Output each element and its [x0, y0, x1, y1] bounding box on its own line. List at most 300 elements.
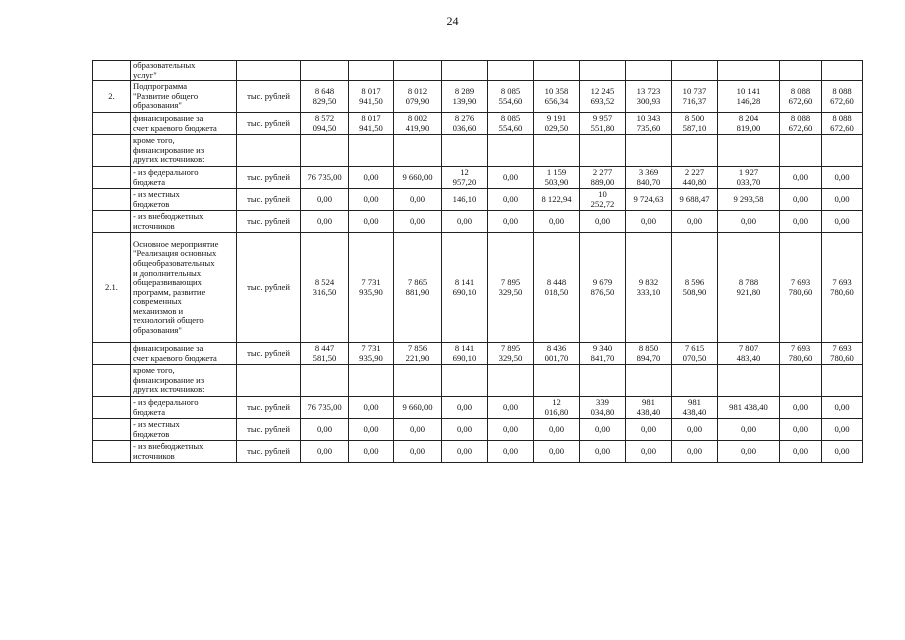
value-line: 9 724,63: [633, 193, 664, 204]
value-line: 7 895: [500, 277, 521, 288]
value-cell: [672, 135, 718, 167]
value-line: 094,50: [312, 122, 337, 133]
value-line: 13 723: [636, 86, 661, 97]
row-code-cell: [93, 441, 131, 463]
value-cell: [442, 211, 488, 233]
value-cell: [672, 343, 718, 365]
value-cell: [349, 167, 394, 189]
value-cell: [488, 189, 534, 211]
value-line: 001,70: [544, 352, 569, 363]
row-name-line: счет краевого бюджета: [133, 352, 217, 363]
value-cell: [394, 167, 442, 189]
table-row: [93, 167, 863, 189]
value-line: 690,10: [452, 286, 477, 297]
value-cell: [672, 233, 718, 343]
value-cell: [580, 167, 626, 189]
value-line: 0,00: [686, 445, 703, 456]
value-line: 9 679: [592, 277, 613, 288]
value-line: 440,80: [682, 176, 707, 187]
value-line: 7 693: [832, 343, 852, 354]
value-cell: [580, 189, 626, 211]
value-line: 0,00: [792, 193, 809, 204]
row-name-cell: [131, 81, 237, 113]
value-cell: [718, 365, 780, 397]
value-cell: [822, 113, 863, 135]
value-cell: [822, 397, 863, 419]
value-line: 8 788: [738, 277, 759, 288]
value-cell: [718, 135, 780, 167]
value-line: 672,60: [788, 95, 813, 106]
unit-cell: тыс. рублей: [237, 113, 301, 135]
row-name-line: счет краевого бюджета: [133, 122, 217, 133]
value-line: 8 276: [454, 113, 475, 124]
value-cell: [301, 419, 349, 441]
value-cell: [442, 419, 488, 441]
value-line: 0,00: [502, 423, 519, 434]
value-cell: [349, 419, 394, 441]
value-cell: [301, 233, 349, 343]
value-cell: [442, 397, 488, 419]
value-cell: [822, 135, 863, 167]
value-cell: [626, 233, 672, 343]
value-line: 7 865: [407, 277, 428, 288]
value-line: 10 141: [736, 86, 761, 97]
row-name-line: образования": [133, 325, 182, 336]
value-line: 9 688,47: [679, 193, 710, 204]
value-cell: [534, 113, 580, 135]
value-line: 0,00: [640, 423, 657, 434]
value-cell: [534, 211, 580, 233]
row-name-line: - из местных: [133, 189, 180, 200]
value-line: 780,60: [788, 352, 813, 363]
value-cell: [349, 397, 394, 419]
value-cell: [626, 343, 672, 365]
table-row: [93, 419, 863, 441]
value-cell: [301, 61, 349, 81]
value-line: 693,52: [590, 95, 615, 106]
row-code-cell: [93, 211, 131, 233]
value-cell: [442, 189, 488, 211]
value-cell: [718, 189, 780, 211]
unit-cell: тыс. рублей: [237, 397, 301, 419]
row-name-cell: [131, 211, 237, 233]
value-cell: [488, 365, 534, 397]
value-cell: [394, 61, 442, 81]
value-cell: [394, 81, 442, 113]
row-name-line: - из федерального: [133, 397, 199, 408]
value-cell: [488, 135, 534, 167]
row-code-cell: [93, 189, 131, 211]
row-name-line: других источников:: [133, 384, 205, 395]
value-line: 76 735,00: [307, 401, 342, 412]
value-line: 0,00: [456, 423, 473, 434]
value-cell: [822, 343, 863, 365]
value-line: 018,50: [544, 286, 569, 297]
value-line: 587,10: [682, 122, 707, 133]
value-line: 8 204: [738, 113, 759, 124]
value-line: 0,00: [834, 193, 850, 204]
value-line: 841,70: [590, 352, 615, 363]
value-cell: [822, 365, 863, 397]
value-line: 554,60: [498, 95, 523, 106]
value-cell: [301, 211, 349, 233]
row-name-line: механизмов и: [133, 305, 184, 316]
value-cell: [780, 81, 822, 113]
value-cell: [534, 419, 580, 441]
page-number: 24: [446, 14, 459, 28]
value-line: 8 500: [684, 113, 705, 124]
value-cell: [822, 61, 863, 81]
value-line: 0,00: [792, 445, 809, 456]
value-cell: [672, 365, 718, 397]
value-cell: [488, 233, 534, 343]
value-line: 9 293,58: [733, 193, 764, 204]
value-cell: [349, 441, 394, 463]
unit-cell: тыс. рублей: [237, 441, 301, 463]
unit-cell: тыс. рублей: [237, 189, 301, 211]
value-line: 0,00: [456, 215, 473, 226]
value-cell: [301, 113, 349, 135]
value-cell: [626, 167, 672, 189]
value-cell: [534, 135, 580, 167]
value-cell: [580, 211, 626, 233]
value-cell: [349, 233, 394, 343]
row-name-line: финансирование из: [133, 374, 205, 385]
value-line: 0,00: [456, 445, 473, 456]
table-row: [93, 113, 863, 135]
value-line: 76 735,00: [307, 171, 342, 182]
value-line: 0,00: [740, 215, 757, 226]
value-cell: [488, 211, 534, 233]
value-cell: [442, 61, 488, 81]
value-line: 8 122,94: [541, 193, 572, 204]
value-cell: [626, 189, 672, 211]
value-cell: [672, 419, 718, 441]
value-cell: [580, 61, 626, 81]
value-line: 941,50: [359, 122, 383, 133]
value-line: 735,60: [636, 122, 661, 133]
value-cell: [780, 397, 822, 419]
row-code-cell: 2.: [93, 81, 131, 113]
value-line: 9 191: [546, 113, 567, 124]
value-line: 0,00: [792, 423, 809, 434]
value-cell: [442, 135, 488, 167]
value-line: 070,50: [682, 352, 707, 363]
value-cell: [488, 167, 534, 189]
value-line: 8 141: [454, 277, 475, 288]
value-line: 8 002: [407, 113, 428, 124]
value-cell: [394, 397, 442, 419]
value-cell: [672, 113, 718, 135]
value-line: 12 245: [590, 86, 615, 97]
row-name-line: программ, развитие: [133, 286, 206, 297]
value-cell: [718, 113, 780, 135]
unit-cell: тыс. рублей: [237, 233, 301, 343]
row-name-cell: [131, 441, 237, 463]
value-line: 0,00: [316, 193, 333, 204]
row-name-cell: [131, 189, 237, 211]
value-line: 829,50: [312, 95, 337, 106]
value-line: 8 572: [314, 113, 335, 124]
row-name-cell: [131, 167, 237, 189]
value-line: 10 737: [682, 86, 707, 97]
row-name-cell: [131, 365, 237, 397]
value-cell: [626, 441, 672, 463]
value-cell: [580, 419, 626, 441]
value-cell: [718, 61, 780, 81]
row-code-cell: 2.1.: [93, 233, 131, 343]
value-line: 508,90: [682, 286, 707, 297]
value-line: 8 017: [361, 86, 381, 97]
table-row: [93, 211, 863, 233]
value-line: 8 085: [500, 113, 521, 124]
value-line: 8 648: [314, 86, 335, 97]
value-line: 0,00: [792, 215, 809, 226]
value-line: 690,10: [452, 352, 477, 363]
row-name-line: финансирование за: [133, 343, 204, 354]
value-cell: [301, 189, 349, 211]
value-cell: [442, 343, 488, 365]
value-line: 146,28: [736, 95, 761, 106]
value-line: 8 436: [546, 343, 567, 354]
value-line: 889,00: [590, 176, 615, 187]
value-cell: [394, 233, 442, 343]
value-cell: [580, 233, 626, 343]
value-line: 8 088: [832, 86, 852, 97]
budget-table: [92, 60, 863, 463]
value-cell: [780, 113, 822, 135]
value-cell: [534, 343, 580, 365]
row-code-cell: [93, 343, 131, 365]
value-cell: [394, 441, 442, 463]
value-line: 0,00: [316, 445, 333, 456]
value-line: 10 343: [636, 113, 661, 124]
value-cell: [672, 397, 718, 419]
row-name-line: и дополнительных: [133, 267, 202, 278]
row-name-line: - из внебюджетных: [133, 211, 204, 222]
value-cell: [488, 61, 534, 81]
value-line: 483,40: [736, 352, 761, 363]
value-cell: [580, 135, 626, 167]
value-cell: [394, 189, 442, 211]
value-cell: [822, 233, 863, 343]
value-cell: [534, 233, 580, 343]
value-cell: [349, 81, 394, 113]
value-cell: [349, 365, 394, 397]
value-cell: [718, 167, 780, 189]
value-cell: [822, 441, 863, 463]
table-row: [93, 397, 863, 419]
table-row: [93, 343, 863, 365]
row-name-line: технологий общего: [133, 315, 204, 326]
value-line: 0,00: [409, 215, 426, 226]
row-code-cell: [93, 113, 131, 135]
value-cell: [780, 365, 822, 397]
value-line: 935,90: [359, 286, 383, 297]
row-name-line: - из федерального: [133, 167, 199, 178]
value-cell: [488, 441, 534, 463]
value-line: 2 227: [684, 167, 705, 178]
value-cell: [626, 61, 672, 81]
value-line: 876,50: [590, 286, 615, 297]
value-cell: [442, 81, 488, 113]
value-line: 7 693: [790, 277, 811, 288]
value-cell: [672, 189, 718, 211]
value-cell: [626, 419, 672, 441]
row-code-cell: [93, 167, 131, 189]
value-line: 0,00: [502, 401, 519, 412]
value-line: 0,00: [502, 445, 519, 456]
value-cell: [394, 211, 442, 233]
value-cell: [780, 189, 822, 211]
value-line: 146,10: [452, 193, 477, 204]
row-name-line: бюджетов: [133, 198, 170, 209]
value-line: 438,40: [636, 406, 661, 417]
table-row: [93, 61, 863, 81]
value-cell: [301, 365, 349, 397]
row-name-line: кроме того,: [133, 135, 175, 146]
row-name-line: услуг": [133, 69, 157, 80]
value-line: 8 448: [546, 277, 567, 288]
value-line: 941,50: [359, 95, 383, 106]
value-line: 780,60: [830, 352, 854, 363]
value-cell: [394, 365, 442, 397]
value-line: 0,00: [548, 215, 565, 226]
value-line: 0,00: [594, 215, 611, 226]
value-line: 0,00: [740, 445, 757, 456]
value-line: 0,00: [834, 401, 850, 412]
value-cell: [442, 233, 488, 343]
row-code-cell: [93, 61, 131, 81]
value-cell: [580, 113, 626, 135]
value-line: 339: [596, 397, 609, 408]
value-line: 0,00: [363, 401, 379, 412]
value-cell: [780, 419, 822, 441]
value-line: 0,00: [834, 171, 850, 182]
row-name-line: бюджетов: [133, 428, 170, 439]
value-cell: [780, 343, 822, 365]
value-line: 0,00: [792, 171, 809, 182]
row-name-cell: [131, 419, 237, 441]
row-name-line: кроме того,: [133, 365, 175, 376]
row-name-line: - из внебюджетных: [133, 441, 204, 452]
value-line: 819,00: [736, 122, 761, 133]
value-cell: [672, 81, 718, 113]
value-cell: [301, 397, 349, 419]
value-cell: [301, 81, 349, 113]
row-name-line: "Реализация основных: [133, 248, 217, 259]
value-cell: [442, 365, 488, 397]
value-cell: [394, 343, 442, 365]
value-cell: [534, 61, 580, 81]
value-line: 8 012: [407, 86, 428, 97]
value-line: 9 660,00: [402, 401, 433, 412]
row-name-cell: [131, 113, 237, 135]
value-line: 10: [598, 189, 607, 200]
value-line: 034,80: [590, 406, 615, 417]
value-cell: [394, 419, 442, 441]
value-line: 0,00: [502, 171, 519, 182]
value-line: 672,60: [830, 122, 854, 133]
unit-cell: тыс. рублей: [237, 211, 301, 233]
value-line: 9 660,00: [402, 171, 433, 182]
value-line: 0,00: [548, 445, 565, 456]
value-cell: [718, 441, 780, 463]
value-cell: [301, 167, 349, 189]
value-line: 0,00: [456, 401, 473, 412]
value-line: 7 615: [684, 343, 705, 354]
value-cell: [626, 135, 672, 167]
value-line: 672,60: [830, 95, 854, 106]
value-cell: [626, 397, 672, 419]
value-cell: [626, 211, 672, 233]
value-cell: [534, 441, 580, 463]
value-line: 0,00: [640, 445, 657, 456]
row-name-line: "Развитие общего: [133, 90, 199, 101]
value-cell: [672, 61, 718, 81]
value-line: 0,00: [363, 215, 379, 226]
value-cell: [780, 233, 822, 343]
value-line: 9 832: [638, 277, 659, 288]
table-row: [93, 233, 863, 343]
value-line: 1 927: [738, 167, 759, 178]
value-cell: [580, 441, 626, 463]
table-row: [93, 81, 863, 113]
row-name-line: финансирование за: [133, 113, 204, 124]
value-line: 0,00: [740, 423, 757, 434]
row-code-cell: [93, 397, 131, 419]
value-cell: [301, 343, 349, 365]
value-cell: [626, 81, 672, 113]
value-cell: [672, 167, 718, 189]
value-cell: [822, 211, 863, 233]
value-cell: [349, 113, 394, 135]
value-line: 957,20: [452, 176, 477, 187]
value-line: 0,00: [686, 215, 703, 226]
unit-cell: тыс. рублей: [237, 167, 301, 189]
value-cell: [442, 167, 488, 189]
value-line: 12: [460, 167, 469, 178]
value-line: 300,93: [636, 95, 661, 106]
value-cell: [349, 61, 394, 81]
row-name-line: бюджета: [133, 176, 166, 187]
value-line: 8 088: [790, 86, 811, 97]
table-row: [93, 365, 863, 397]
value-cell: [718, 419, 780, 441]
value-line: 503,90: [544, 176, 569, 187]
value-line: 581,50: [312, 352, 337, 363]
value-line: 672,60: [788, 122, 813, 133]
row-name-line: образовательных: [133, 60, 196, 70]
value-line: 079,90: [405, 95, 430, 106]
value-cell: [394, 113, 442, 135]
value-line: 7 856: [407, 343, 428, 354]
value-line: 0,00: [409, 193, 426, 204]
value-line: 656,34: [544, 95, 569, 106]
value-line: 12: [552, 397, 561, 408]
value-line: 036,60: [452, 122, 477, 133]
table-row: [93, 189, 863, 211]
value-cell: [626, 113, 672, 135]
value-line: 252,72: [590, 198, 615, 209]
value-line: 10 358: [544, 86, 569, 97]
value-line: 7 731: [361, 343, 381, 354]
value-cell: [822, 189, 863, 211]
value-line: 419,90: [405, 122, 430, 133]
value-line: 8 017: [361, 113, 381, 124]
value-line: 139,90: [452, 95, 477, 106]
unit-cell: [237, 61, 301, 81]
